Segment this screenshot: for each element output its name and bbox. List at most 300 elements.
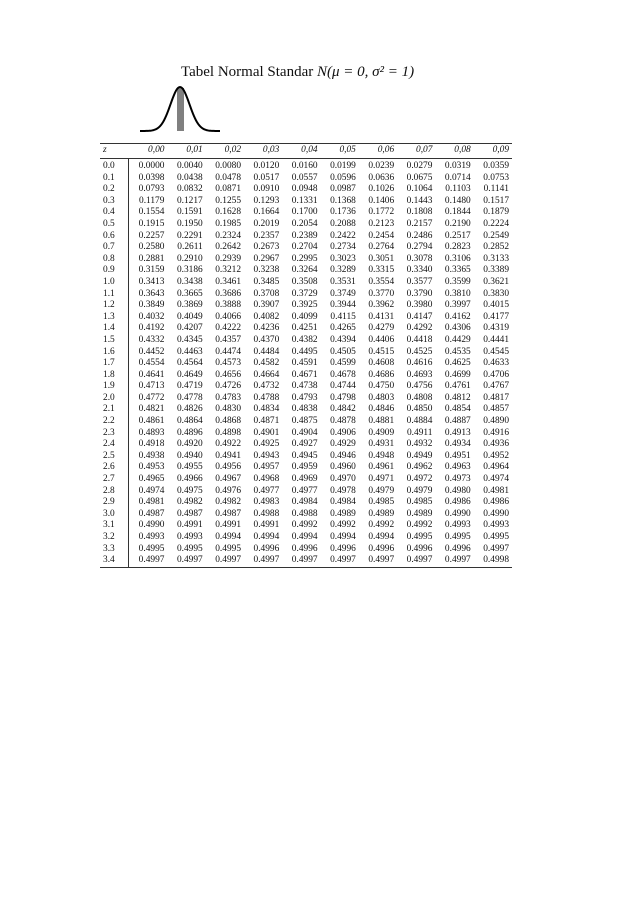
- probability-cell: 0.2422: [330, 230, 356, 241]
- probability-cell: 0.4418: [406, 334, 433, 345]
- table-row: [100, 439, 512, 451]
- table-row: [100, 277, 512, 289]
- probability-cell: 0.4990: [483, 508, 509, 519]
- probability-cell: 0.0987: [330, 184, 356, 195]
- probability-cell: 0.4997: [321, 555, 359, 567]
- probability-cell: 0.3849: [138, 300, 165, 311]
- table-row: [100, 254, 512, 266]
- probability-cell: 0.1331: [291, 195, 318, 206]
- probability-cell: 0.4936: [483, 439, 509, 450]
- z-value-cell: 3.0: [100, 509, 129, 521]
- probability-cell: 0.2967: [253, 253, 280, 264]
- probability-cell: 0.3212: [215, 265, 241, 276]
- table-row: [100, 462, 512, 474]
- probability-cell: 0.4992: [368, 520, 395, 531]
- probability-cell: 0.4932: [406, 439, 433, 450]
- probability-cell: 0.4495: [291, 346, 318, 357]
- probability-cell: 0.4699: [444, 369, 471, 380]
- probability-cell: 0.4868: [215, 416, 241, 427]
- z-value-cell: 1.3: [100, 312, 129, 324]
- probability-cell: 0.0040: [176, 161, 203, 171]
- probability-cell: 0.4406: [368, 334, 395, 345]
- z-value-cell: 2.8: [100, 486, 129, 498]
- probability-cell: 0.3186: [176, 265, 203, 276]
- probability-cell: 0.3413: [138, 276, 165, 287]
- probability-cell: 0.4992: [291, 520, 318, 531]
- probability-cell: 0.1950: [176, 218, 203, 229]
- probability-cell: 0.4732: [253, 381, 280, 392]
- probability-cell: 0.4890: [483, 416, 509, 427]
- probability-cell: 0.4994: [368, 532, 395, 542]
- probability-cell: 0.4990: [444, 508, 471, 519]
- probability-cell: 0.1026: [368, 184, 395, 195]
- probability-cell: 0.4981: [138, 497, 165, 508]
- z-value-cell: 3.2: [100, 532, 129, 544]
- probability-cell: 0.1255: [215, 195, 241, 206]
- probability-cell: 0.4505: [330, 346, 356, 357]
- probability-cell: 0.3790: [406, 288, 433, 299]
- probability-cell: 0.4582: [253, 358, 280, 369]
- probability-cell: 0.4995: [406, 532, 433, 542]
- probability-cell: 0.4896: [176, 427, 203, 438]
- probability-cell: 0.4974: [483, 474, 509, 485]
- probability-cell: 0.1808: [406, 207, 433, 218]
- probability-cell: 0.4846: [368, 404, 395, 415]
- probability-cell: 0.4989: [406, 508, 433, 519]
- probability-cell: 0.0871: [215, 184, 241, 195]
- probability-cell: 0.4974: [138, 485, 165, 496]
- probability-cell: 0.2157: [406, 218, 433, 229]
- probability-cell: 0.4961: [368, 462, 395, 473]
- probability-cell: 0.4306: [444, 323, 471, 334]
- probability-cell: 0.3729: [291, 288, 318, 299]
- probability-cell: 0.4997: [129, 555, 168, 567]
- probability-cell: 0.4922: [215, 439, 241, 450]
- probability-cell: 0.4761: [444, 381, 471, 392]
- z-value-cell: 1.7: [100, 358, 129, 370]
- probability-cell: 0.4980: [444, 485, 471, 496]
- probability-cell: 0.3289: [330, 265, 356, 276]
- probability-cell: 0.4884: [406, 416, 433, 427]
- probability-cell: 0.4616: [406, 358, 433, 369]
- probability-cell: 0.0239: [368, 161, 395, 171]
- probability-cell: 0.4959: [291, 462, 318, 473]
- probability-cell: 0.1179: [139, 195, 165, 206]
- probability-cell: 0.3997: [444, 300, 471, 311]
- probability-cell: 0.0359: [483, 161, 509, 171]
- probability-cell: 0.4949: [406, 450, 433, 461]
- probability-cell: 0.0279: [406, 161, 433, 171]
- probability-cell: 0.1700: [291, 207, 318, 218]
- probability-cell: 0.2939: [215, 253, 241, 264]
- table-row: [100, 335, 512, 347]
- probability-cell: 0.4115: [330, 311, 356, 322]
- table-row: [100, 207, 512, 219]
- probability-cell: 0.4319: [483, 323, 509, 334]
- column-header: 0,08: [435, 144, 473, 159]
- z-value-cell: 0.5: [100, 219, 129, 231]
- probability-cell: 0.4887: [444, 416, 471, 427]
- probability-cell: 0.4772: [138, 392, 165, 403]
- probability-cell: 0.2580: [138, 242, 165, 253]
- probability-cell: 0.2995: [291, 253, 318, 264]
- probability-cell: 0.4713: [138, 381, 165, 392]
- probability-cell: 0.4441: [483, 334, 509, 345]
- table-row: [100, 555, 512, 567]
- probability-cell: 0.4817: [483, 392, 509, 403]
- z-value-cell: 0.4: [100, 207, 129, 219]
- probability-cell: 0.4985: [368, 497, 395, 508]
- probability-cell: 0.3264: [291, 265, 318, 276]
- probability-cell: 0.1293: [253, 195, 280, 206]
- probability-cell: 0.3554: [368, 276, 395, 287]
- probability-cell: 0.2190: [444, 218, 471, 229]
- probability-cell: 0.0557: [291, 172, 318, 183]
- probability-cell: 0.4793: [291, 392, 318, 403]
- probability-cell: 0.4992: [330, 520, 356, 531]
- probability-cell: 0.4599: [330, 358, 356, 369]
- probability-cell: 0.4015: [483, 300, 509, 311]
- probability-cell: 0.3133: [483, 253, 509, 264]
- probability-cell: 0.4664: [253, 369, 280, 380]
- probability-cell: 0.3508: [291, 276, 318, 287]
- probability-cell: 0.4830: [215, 404, 241, 415]
- probability-cell: 0.4726: [215, 381, 241, 392]
- probability-cell: 0.4906: [330, 427, 356, 438]
- table-row: [100, 173, 512, 185]
- probability-cell: 0.3665: [176, 288, 203, 299]
- probability-cell: 0.4918: [138, 439, 165, 450]
- probability-cell: 0.4812: [444, 392, 471, 403]
- probability-cell: 0.0319: [444, 161, 471, 171]
- table-row: [100, 370, 512, 382]
- probability-cell: 0.4973: [444, 474, 471, 485]
- probability-cell: 0.4878: [330, 416, 356, 427]
- probability-cell: 0.4484: [253, 346, 280, 357]
- probability-cell: 0.4147: [406, 311, 433, 322]
- probability-cell: 0.4951: [444, 450, 471, 461]
- probability-cell: 0.4995: [176, 543, 203, 554]
- table-row: [100, 289, 512, 301]
- z-value-cell: 1.5: [100, 335, 129, 347]
- probability-cell: 0.4994: [215, 532, 241, 542]
- probability-cell: 0.4686: [368, 369, 395, 380]
- probability-cell: 0.3643: [138, 288, 165, 299]
- page-title: [181, 64, 414, 81]
- z-header: z: [100, 144, 129, 159]
- probability-cell: 0.0793: [138, 184, 165, 195]
- probability-cell: 0.4452: [138, 346, 165, 357]
- probability-cell: 0.4719: [176, 381, 203, 392]
- probability-cell: 0.3365: [444, 265, 471, 276]
- probability-cell: 0.4985: [406, 497, 433, 508]
- probability-cell: 0.4991: [253, 520, 280, 531]
- table-row: [100, 381, 512, 393]
- probability-cell: 0.3925: [291, 300, 318, 311]
- probability-cell: 0.3708: [253, 288, 280, 299]
- probability-cell: 0.4997: [435, 555, 473, 567]
- probability-cell: 0.3159: [138, 265, 165, 276]
- probability-cell: 0.1879: [483, 207, 509, 218]
- probability-cell: 0.4986: [483, 497, 509, 508]
- probability-cell: 0.4345: [176, 334, 203, 345]
- z-value-cell: 0.8: [100, 254, 129, 266]
- z-value-cell: 2.3: [100, 428, 129, 440]
- probability-cell: 0.2794: [406, 242, 433, 253]
- probability-cell: 0.4978: [330, 485, 356, 496]
- column-header: 0,04: [282, 144, 320, 159]
- table-row: [100, 323, 512, 335]
- probability-cell: 0.4192: [138, 323, 165, 334]
- probability-cell: 0.4864: [176, 416, 203, 427]
- table-row: [100, 347, 512, 359]
- probability-cell: 0.4803: [368, 392, 395, 403]
- probability-cell: 0.4952: [483, 450, 509, 461]
- probability-cell: 0.1406: [368, 195, 395, 206]
- column-header: 0,03: [244, 144, 282, 159]
- probability-cell: 0.3577: [406, 276, 433, 287]
- table-row: [100, 242, 512, 254]
- probability-cell: 0.4991: [215, 520, 241, 531]
- probability-cell: 0.4778: [176, 392, 203, 403]
- z-value-cell: 3.3: [100, 544, 129, 556]
- probability-cell: 0.4984: [291, 497, 318, 508]
- probability-cell: 0.3980: [406, 300, 433, 311]
- probability-cell: 0.4429: [444, 334, 471, 345]
- table-row: [100, 404, 512, 416]
- probability-cell: 0.4986: [444, 497, 471, 508]
- probability-cell: 0.4633: [483, 358, 509, 369]
- probability-cell: 0.4706: [483, 369, 509, 380]
- probability-cell: 0.4984: [330, 497, 356, 508]
- probability-cell: 0.4962: [406, 462, 433, 473]
- probability-cell: 0.4977: [291, 485, 318, 496]
- probability-cell: 0.4911: [406, 427, 433, 438]
- title-text: Tabel Normal Standar: [181, 64, 317, 80]
- probability-cell: 0.2764: [368, 242, 395, 253]
- probability-cell: 0.2611: [177, 242, 203, 253]
- probability-cell: 0.4991: [176, 520, 203, 531]
- probability-cell: 0.1736: [330, 207, 356, 218]
- probability-cell: 0.4564: [176, 358, 203, 369]
- probability-cell: 0.2517: [444, 230, 471, 241]
- probability-cell: 0.4987: [138, 508, 165, 519]
- table-row: [100, 219, 512, 231]
- probability-cell: 0.4996: [368, 543, 395, 554]
- probability-cell: 0.4857: [483, 404, 509, 415]
- probability-cell: 0.0832: [176, 184, 203, 195]
- z-value-cell: 2.1: [100, 404, 129, 416]
- probability-cell: 0.4370: [253, 334, 280, 345]
- probability-cell: 0.4979: [368, 485, 395, 496]
- probability-cell: 0.4960: [330, 462, 356, 473]
- probability-cell: 0.4940: [176, 450, 203, 461]
- probability-cell: 0.2852: [483, 242, 509, 253]
- probability-cell: 0.2291: [176, 230, 203, 241]
- table-row: [100, 231, 512, 243]
- probability-cell: 0.4162: [444, 311, 471, 322]
- probability-cell: 0.4515: [368, 346, 395, 357]
- probability-cell: 0.3438: [176, 276, 203, 287]
- probability-cell: 0.4032: [138, 311, 165, 322]
- table-row: [100, 509, 512, 521]
- z-value-cell: 3.1: [100, 520, 129, 532]
- probability-cell: 0.4993: [444, 520, 471, 531]
- probability-cell: 0.4808: [406, 392, 433, 403]
- probability-cell: 0.4838: [291, 404, 318, 415]
- probability-cell: 0.0714: [444, 172, 471, 183]
- probability-cell: 0.4049: [176, 311, 203, 322]
- probability-cell: 0.4821: [138, 404, 165, 415]
- probability-cell: 0.4982: [176, 497, 203, 508]
- probability-cell: 0.4969: [291, 474, 318, 485]
- column-header: 0,01: [167, 144, 205, 159]
- probability-cell: 0.4783: [215, 392, 241, 403]
- title-formula: N(μ = 0, σ² = 1): [317, 64, 415, 80]
- column-header: 0,07: [397, 144, 435, 159]
- z-value-cell: 0.0: [100, 159, 129, 173]
- probability-cell: 0.4934: [444, 439, 471, 450]
- probability-cell: 0.4997: [206, 555, 244, 567]
- probability-cell: 0.1217: [176, 195, 203, 206]
- probability-cell: 0.4992: [406, 520, 433, 531]
- probability-cell: 0.2389: [291, 230, 318, 241]
- shaded-area: [177, 88, 184, 131]
- z-value-cell: 2.9: [100, 497, 129, 509]
- probability-cell: 0.4177: [483, 311, 509, 322]
- probability-cell: 0.4292: [406, 323, 433, 334]
- probability-cell: 0.4987: [176, 508, 203, 519]
- probability-cell: 0.4671: [291, 369, 318, 380]
- column-header: 0,09: [474, 144, 512, 159]
- probability-cell: 0.2486: [406, 230, 433, 241]
- probability-cell: 0.1591: [176, 207, 203, 218]
- probability-cell: 0.4956: [215, 462, 241, 473]
- table-row: [100, 486, 512, 498]
- probability-cell: 0.4756: [406, 381, 433, 392]
- probability-cell: 0.4994: [253, 532, 280, 542]
- probability-cell: 0.4966: [176, 474, 203, 485]
- probability-cell: 0.4236: [253, 323, 280, 334]
- table-row: [100, 532, 512, 544]
- probability-cell: 0.4279: [368, 323, 395, 334]
- probability-cell: 0.4993: [176, 532, 203, 542]
- probability-cell: 0.4573: [215, 358, 241, 369]
- probability-cell: 0.4131: [368, 311, 395, 322]
- probability-cell: 0.4909: [368, 427, 395, 438]
- probability-cell: 0.4989: [330, 508, 356, 519]
- probability-cell: 0.4927: [291, 439, 318, 450]
- probability-cell: 0.3962: [368, 300, 395, 311]
- probability-cell: 0.4996: [406, 543, 433, 554]
- probability-cell: 0.4982: [215, 497, 241, 508]
- z-value-cell: 2.2: [100, 416, 129, 428]
- probability-cell: 0.4898: [215, 427, 241, 438]
- z-table: [100, 143, 512, 568]
- probability-cell: 0.3907: [253, 300, 280, 311]
- probability-cell: 0.4976: [215, 485, 241, 496]
- probability-cell: 0.4525: [406, 346, 433, 357]
- probability-cell: 0.1664: [253, 207, 280, 218]
- probability-cell: 0.4953: [138, 462, 165, 473]
- probability-cell: 0.4738: [291, 381, 318, 392]
- probability-cell: 0.4649: [176, 369, 203, 380]
- probability-cell: 0.4916: [483, 427, 509, 438]
- probability-cell: 0.4854: [444, 404, 471, 415]
- probability-cell: 0.4929: [330, 439, 356, 450]
- probability-cell: 0.1915: [138, 218, 165, 229]
- probability-cell: 0.2019: [253, 218, 280, 229]
- probability-cell: 0.4997: [244, 555, 282, 567]
- probability-cell: 0.2881: [138, 253, 165, 264]
- probability-cell: 0.4744: [330, 381, 356, 392]
- probability-cell: 0.4979: [406, 485, 433, 496]
- probability-cell: 0.4608: [368, 358, 395, 369]
- probability-cell: 0.3078: [406, 253, 433, 264]
- probability-cell: 0.3944: [330, 300, 356, 311]
- table-row: [100, 358, 512, 370]
- probability-cell: 0.4968: [253, 474, 280, 485]
- probability-cell: 0.0478: [215, 172, 241, 183]
- probability-cell: 0.4996: [253, 543, 280, 554]
- probability-cell: 0.3461: [215, 276, 241, 287]
- probability-cell: 0.4938: [138, 450, 165, 461]
- probability-cell: 0.1628: [215, 207, 241, 218]
- table-row: [100, 544, 512, 556]
- probability-cell: 0.4943: [253, 450, 280, 461]
- probability-cell: 0.4678: [330, 369, 356, 380]
- probability-cell: 0.1517: [483, 195, 509, 206]
- probability-cell: 0.4993: [483, 520, 509, 531]
- probability-cell: 0.2454: [368, 230, 395, 241]
- probability-cell: 0.4641: [138, 369, 165, 380]
- probability-cell: 0.4332: [138, 334, 165, 345]
- probability-cell: 0.4382: [291, 334, 318, 345]
- probability-cell: 0.3888: [215, 300, 241, 311]
- probability-cell: 0.2257: [138, 230, 165, 241]
- probability-cell: 0.1480: [444, 195, 471, 206]
- probability-cell: 0.4904: [291, 427, 318, 438]
- probability-cell: 0.2224: [483, 218, 509, 229]
- z-value-cell: 0.3: [100, 196, 129, 208]
- probability-cell: 0.1554: [138, 207, 165, 218]
- probability-cell: 0.2123: [368, 218, 395, 229]
- z-value-cell: 2.5: [100, 451, 129, 463]
- probability-cell: 0.4988: [291, 508, 318, 519]
- probability-cell: 0.4931: [368, 439, 395, 450]
- probability-cell: 0.3869: [176, 300, 203, 311]
- probability-cell: 0.4989: [368, 508, 395, 519]
- probability-cell: 0.4941: [215, 450, 241, 461]
- probability-cell: 0.4988: [253, 508, 280, 519]
- probability-cell: 0.4948: [368, 450, 395, 461]
- table-row: [100, 393, 512, 405]
- z-value-cell: 2.4: [100, 439, 129, 451]
- table-row: [100, 265, 512, 277]
- probability-cell: 0.0398: [138, 172, 165, 183]
- table-row: [100, 428, 512, 440]
- probability-cell: 0.4967: [215, 474, 241, 485]
- table-row: [100, 474, 512, 486]
- probability-cell: 0.4535: [444, 346, 471, 357]
- probability-cell: 0.0753: [483, 172, 509, 183]
- probability-cell: 0.4965: [138, 474, 165, 485]
- probability-cell: 0.2823: [444, 242, 471, 253]
- probability-cell: 0.2054: [291, 218, 318, 229]
- z-value-cell: 0.1: [100, 173, 129, 185]
- probability-cell: 0.4995: [444, 532, 471, 542]
- probability-cell: 0.4265: [330, 323, 356, 334]
